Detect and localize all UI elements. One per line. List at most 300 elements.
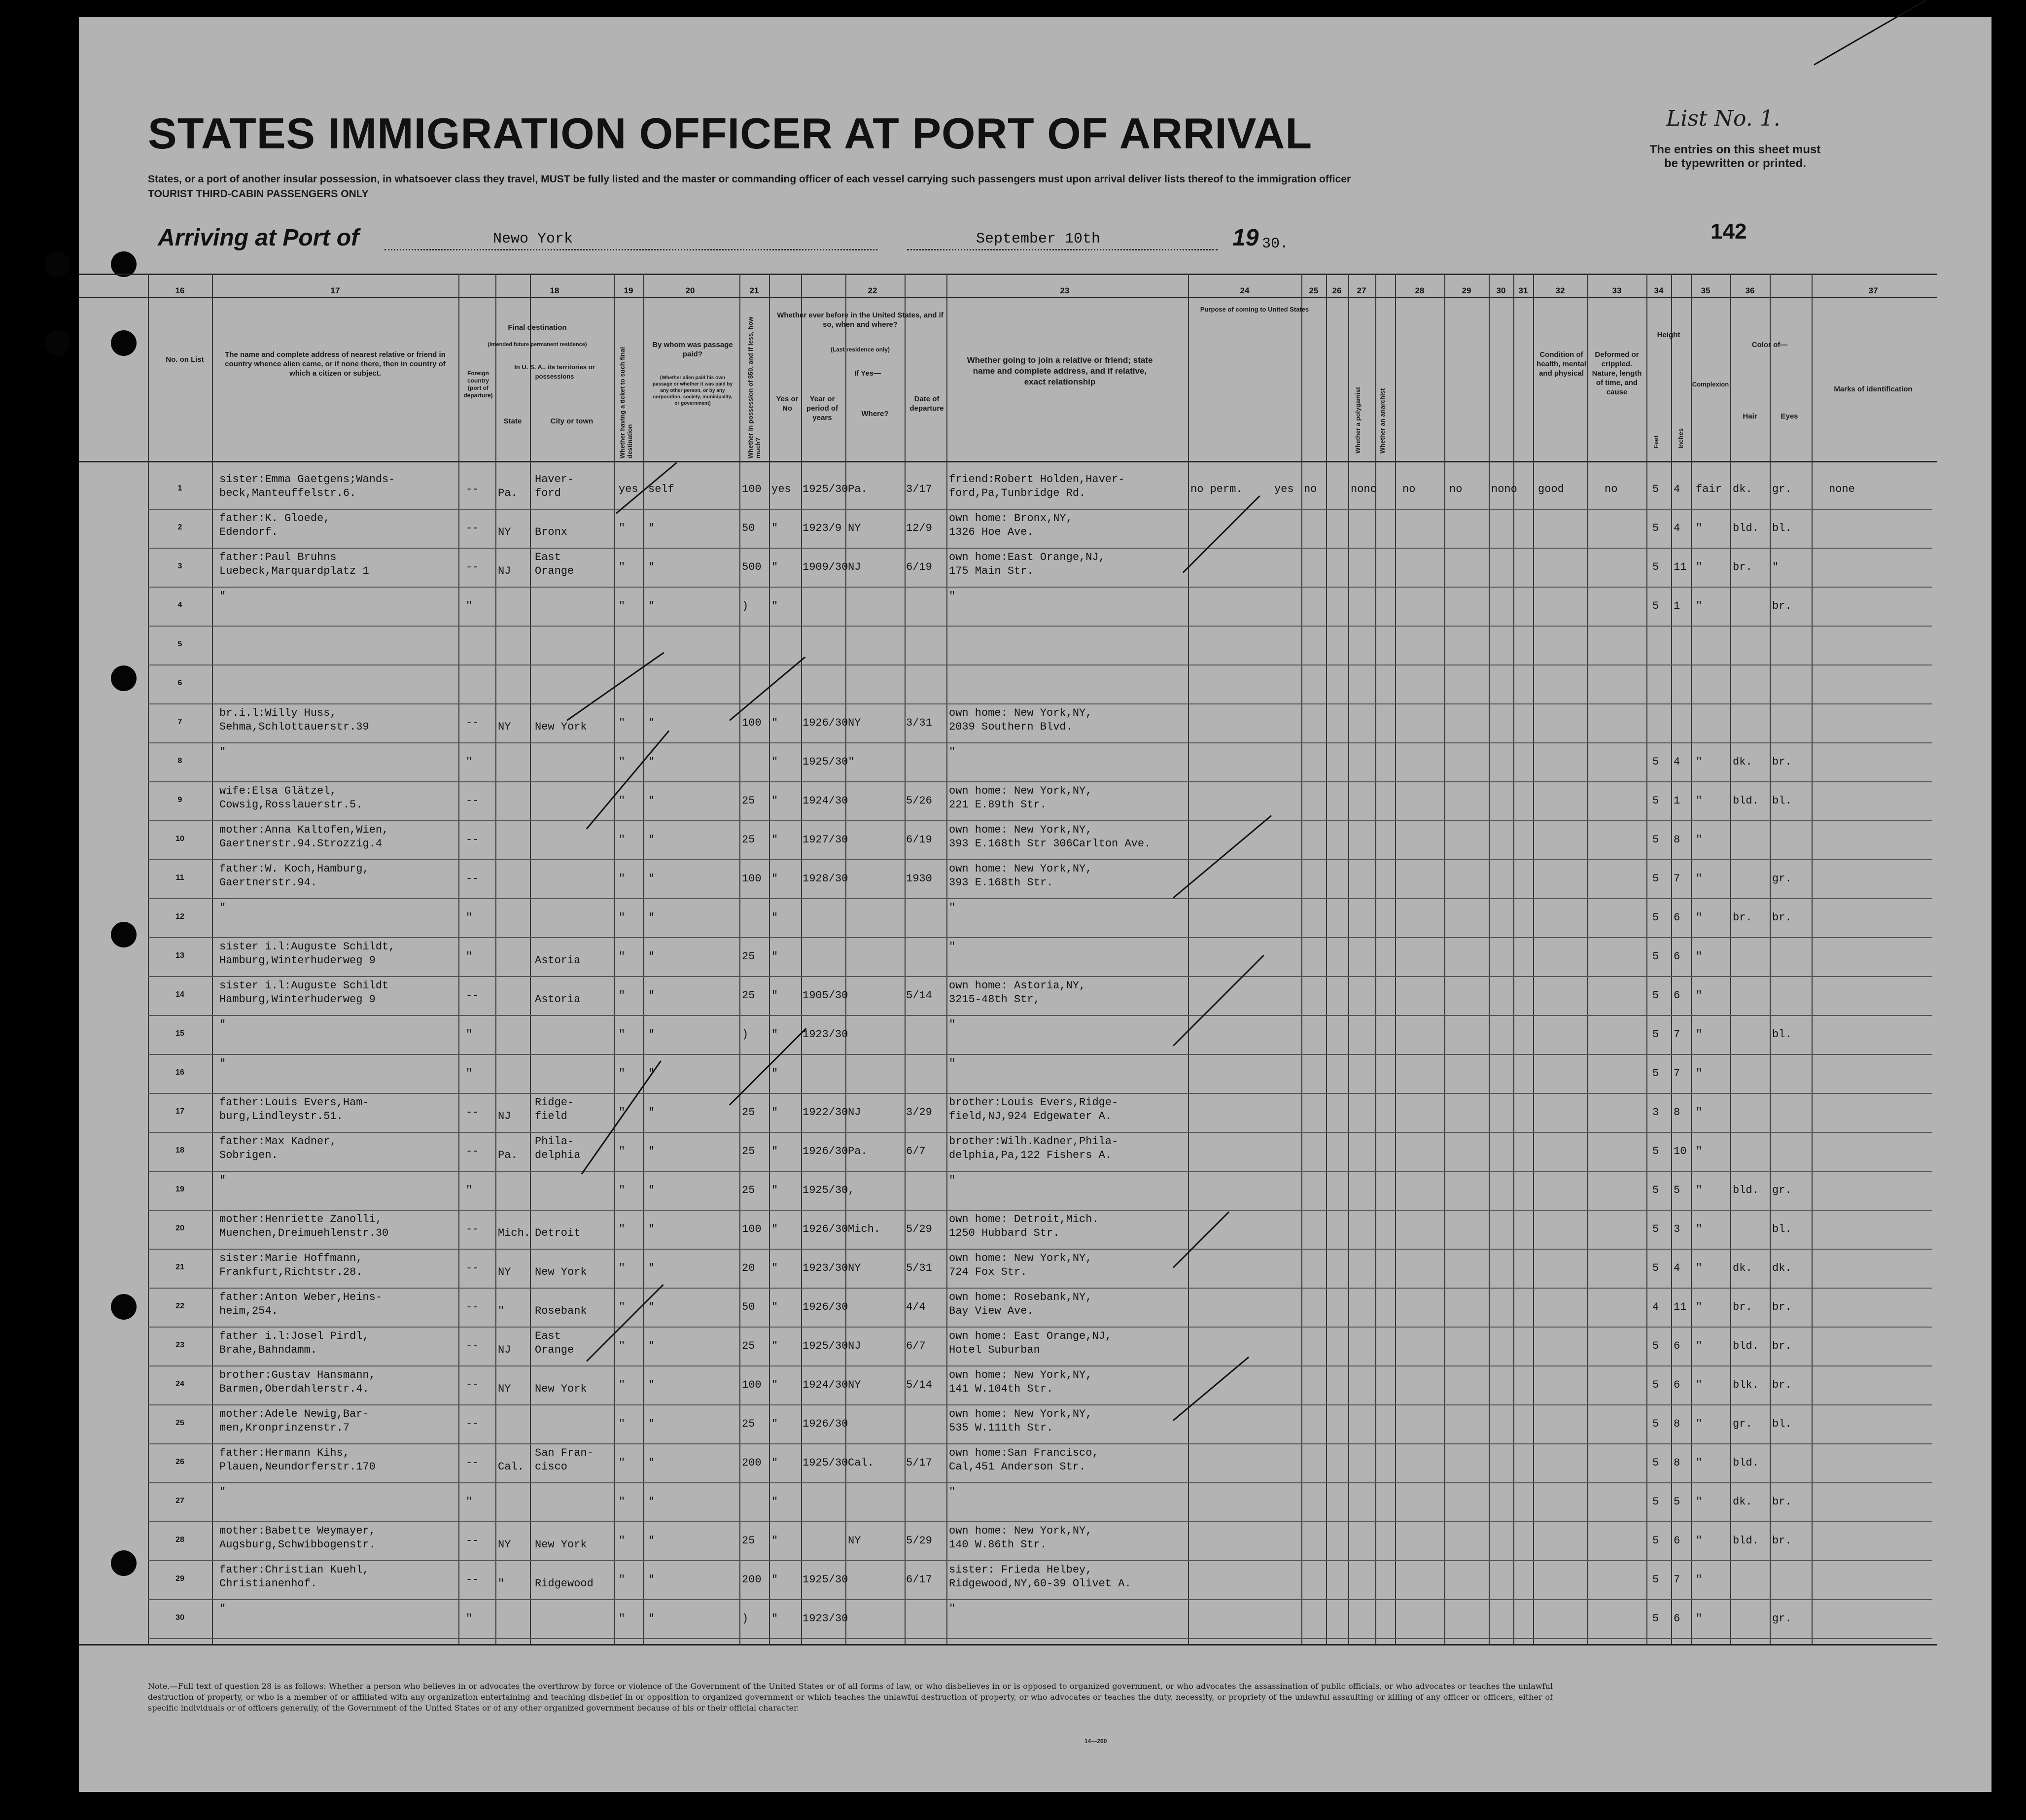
hdr-last-residence: (Last residence only) xyxy=(830,346,890,353)
cell-ft: 5 xyxy=(1652,522,1659,534)
cell-fc: -- xyxy=(466,1301,479,1313)
cell-yn: " xyxy=(771,1496,778,1508)
cell-money: 25 xyxy=(742,1535,755,1547)
row-rule xyxy=(148,587,1932,588)
row-rule xyxy=(148,1015,1932,1016)
cell-st: NJ xyxy=(498,1110,511,1122)
cell-yr: 1905/30 xyxy=(803,989,848,1002)
year-suffix: 30. xyxy=(1262,236,1289,252)
cell-money: 100 xyxy=(742,483,762,495)
cell-join1: own home: New York,NY, xyxy=(949,824,1092,836)
punch-hole xyxy=(111,330,137,356)
cell-in: 11 xyxy=(1674,561,1687,573)
cell-in: 7 xyxy=(1674,1574,1680,1586)
cell-money: 25 xyxy=(742,795,755,807)
cell-paid: " xyxy=(648,1106,655,1119)
cell-money: 25 xyxy=(742,989,755,1002)
cell-city2: Detroit xyxy=(535,1227,581,1239)
cell-yr: 1925/30 xyxy=(803,1457,848,1469)
cell-rel2: Brahe,Bahndamm. xyxy=(219,1344,317,1356)
cell-st: Mich. xyxy=(498,1227,531,1239)
row-rule xyxy=(148,898,1932,899)
cell-rel1: sister:Emma Gaetgens;Wands- xyxy=(219,473,395,486)
cell-paid: " xyxy=(648,950,655,963)
column-number: 29 xyxy=(1462,286,1471,295)
cell-ticket: " xyxy=(619,911,626,924)
page-title: STATES IMMIGRATION OFFICER AT PORT OF ARRIVAL xyxy=(148,109,1313,158)
cell-yr: 1923/9 xyxy=(803,522,842,534)
cell-yn: " xyxy=(771,911,778,924)
cell-rel2: Hamburg,Winterhuderweg 9 xyxy=(219,993,376,1006)
table-row xyxy=(0,746,1913,767)
footnote: Note.—Full text of question 28 is as follows: Whether a person who believes in or advocates the overthrow by force or violence of the Government of the United States or of all forms of law, or who disbelieves in or is opposed to organized government, or who advocates the assassination of public officials, or who advocates or teaches the unlawful destruction of property, or who is a member of or affiliated with any organization entertaining and teaching disbelief in or opposition to organized government or which teaches the unlawful destruction of property, or who advocates or teaches the duty, necessity, or propriety of the unlawful assaulting or killing of any officer or officers, either of specific individuals or of officers generally, of the Government of the United States or of any other organized government because of his or their official character. xyxy=(148,1681,1553,1713)
cell-compl: " xyxy=(1696,911,1703,924)
row-rule xyxy=(148,781,1932,782)
hdr-height: Height xyxy=(1657,331,1680,339)
cell-dep: 3/17 xyxy=(906,483,932,495)
cell-dep: 6/17 xyxy=(906,1574,932,1586)
cell-ft: 5 xyxy=(1652,1418,1659,1430)
cell-st: Cal. xyxy=(498,1461,524,1473)
cell-fc: " xyxy=(466,950,473,963)
row-rule xyxy=(148,1327,1932,1328)
cell-paid: " xyxy=(648,717,655,729)
cell-in: 8 xyxy=(1674,1106,1680,1119)
cell-city2: Orange xyxy=(535,565,574,577)
cell-paid: " xyxy=(648,561,655,573)
cell-yn: " xyxy=(771,1067,778,1080)
cell-paid: " xyxy=(648,1301,655,1313)
cell-eyes: gr. xyxy=(1772,873,1792,885)
row-number: 29 xyxy=(175,1575,184,1583)
cell-rel2: Augsburg,Schwibbogenstr. xyxy=(219,1539,376,1551)
column-number: 18 xyxy=(550,286,559,295)
cell-compl: " xyxy=(1696,1418,1703,1430)
cell-rel2: Gaertnerstr.94. xyxy=(219,876,317,889)
cell-deform: no xyxy=(1605,483,1618,495)
table-row xyxy=(0,1525,1913,1551)
cell-yr: 1926/30 xyxy=(803,1145,848,1157)
header-bottom-rule xyxy=(79,461,1937,462)
cell-compl: fair xyxy=(1696,483,1722,495)
cell-compl: " xyxy=(1696,600,1703,612)
cell-hair: blk. xyxy=(1733,1379,1759,1391)
cell-join1: own home: New York,NY, xyxy=(949,707,1092,719)
cell-join1: own home:East Orange,NJ, xyxy=(949,551,1105,563)
cell-city2: Astoria xyxy=(535,993,581,1006)
cell-eyes: br. xyxy=(1772,1379,1792,1391)
cell-ticket: " xyxy=(619,1379,626,1391)
hdr-final-destination: Final destination xyxy=(508,323,567,332)
table-row xyxy=(0,551,1913,577)
cell-dep: 5/31 xyxy=(906,1262,932,1274)
cell-rel2: Christianenhof. xyxy=(219,1577,317,1590)
row-number: 5 xyxy=(177,640,182,648)
table-bottom-rule xyxy=(79,1644,1937,1645)
cell-hair: dk. xyxy=(1733,1496,1752,1508)
cell-join2: 140 W.86th Str. xyxy=(949,1539,1047,1551)
cell-money: 25 xyxy=(742,1145,755,1157)
cell-where: NY xyxy=(848,522,861,534)
cell-rel1: father i.l:Josel Pirdl, xyxy=(219,1330,369,1342)
cell-ticket: " xyxy=(619,873,626,885)
cell-ticket: " xyxy=(619,1106,626,1119)
cell-paid: " xyxy=(648,1262,655,1274)
cell-ft: 5 xyxy=(1652,1457,1659,1469)
cell-in: 6 xyxy=(1674,911,1680,924)
cell-eyes: bl. xyxy=(1772,1028,1792,1041)
cell-ft: 5 xyxy=(1652,1184,1659,1196)
cell-paid: " xyxy=(648,1223,655,1235)
cell-compl: " xyxy=(1696,1379,1703,1391)
cell-yr: 1924/30 xyxy=(803,1379,848,1391)
cell-yr: 1926/30 xyxy=(803,717,848,729)
table-row xyxy=(0,668,1913,689)
cell-ticket: " xyxy=(619,717,626,729)
cell-ticket: " xyxy=(619,1340,626,1352)
cell-dep: 4/4 xyxy=(906,1301,926,1313)
cell-ticket: " xyxy=(619,950,626,963)
cell-paid: " xyxy=(648,834,655,846)
cell-money: 100 xyxy=(742,717,762,729)
cell-fc: " xyxy=(466,1184,473,1196)
row-rule xyxy=(148,1599,1932,1600)
cell-hair: bld. xyxy=(1733,795,1759,807)
table-row xyxy=(0,1252,1913,1278)
cell-paid: " xyxy=(648,989,655,1002)
cell-in: 10 xyxy=(1674,1145,1687,1157)
cell-eyes: br. xyxy=(1772,600,1792,612)
cell-st: NY xyxy=(498,1266,511,1278)
cell-where: NJ xyxy=(848,1340,861,1352)
cell-paid: " xyxy=(648,756,655,768)
cell-paid: " xyxy=(648,600,655,612)
cell-st: NJ xyxy=(498,565,511,577)
cell-in: 4 xyxy=(1674,522,1680,534)
cell-ft: 5 xyxy=(1652,1145,1659,1157)
row-number: 23 xyxy=(175,1341,184,1349)
cell-rel2: Frankfurt,Richtstr.28. xyxy=(219,1266,363,1278)
cell-rel1: " xyxy=(219,902,226,914)
cell-join1: friend:Robert Holden,Haver- xyxy=(949,473,1125,486)
cell-join1: own home: New York,NY, xyxy=(949,1408,1092,1420)
cell-paid: " xyxy=(648,1067,655,1080)
row-rule xyxy=(148,1404,1932,1405)
row-rule xyxy=(148,509,1932,510)
hdr-ticket: Whether having a ticket to such final destination xyxy=(619,347,633,458)
cell-rel2: Cowsig,Rosslauerstr.5. xyxy=(219,799,363,811)
cell-yr: 1923/30 xyxy=(803,1612,848,1625)
cell-in: 7 xyxy=(1674,1067,1680,1080)
row-number: 1 xyxy=(177,484,182,492)
row-rule xyxy=(148,1249,1932,1250)
cell-anar: nono xyxy=(1351,483,1377,495)
hdr-complexion: Complexion xyxy=(1692,381,1729,388)
column-number: 19 xyxy=(624,286,633,295)
cell-hair: dk. xyxy=(1733,756,1752,768)
cell-ticket: " xyxy=(619,1535,626,1547)
cell-rel1: " xyxy=(219,1018,226,1031)
cell-rel1: mother:Anna Kaltofen,Wien, xyxy=(219,824,389,836)
row-rule xyxy=(148,1210,1932,1211)
column-number: 23 xyxy=(1060,286,1070,295)
hdr-eyes: Eyes xyxy=(1781,412,1798,420)
cell-compl: " xyxy=(1696,1262,1703,1274)
cell-dep: 5/29 xyxy=(906,1223,932,1235)
cell-city1: East xyxy=(535,1330,561,1342)
column-number: 25 xyxy=(1309,286,1319,295)
cell-yn: " xyxy=(771,1457,778,1469)
row-number: 30 xyxy=(175,1613,184,1622)
cell-st: NY xyxy=(498,526,511,538)
cell-fc: " xyxy=(466,1496,473,1508)
cell-where: NY xyxy=(848,1379,861,1391)
cell-ticket: " xyxy=(619,1028,626,1041)
cell-rel1: sister i.l:Auguste Schildt, xyxy=(219,941,395,953)
hdr-year-period: Year or period of years xyxy=(806,395,838,422)
hdr-state: State xyxy=(503,417,522,425)
cell-ft: 3 xyxy=(1652,1106,1659,1119)
cell-ft: 5 xyxy=(1652,1574,1659,1586)
table-row xyxy=(0,1408,1913,1434)
table-row xyxy=(0,941,1913,967)
cell-ft: 5 xyxy=(1652,1496,1659,1508)
cell-poly: no xyxy=(1304,483,1317,495)
cell-money: 25 xyxy=(742,1340,755,1352)
cell-money: 100 xyxy=(742,1223,762,1235)
column-number: 28 xyxy=(1415,286,1425,295)
hdr-passage-paid-note: (Whether alien paid his own passage or whether it was paid by any other person, or by any corporation, society, municipality, or government) xyxy=(652,375,733,406)
cell-join2: Hotel Suburban xyxy=(949,1344,1040,1356)
column-number: 24 xyxy=(1240,286,1250,295)
cell-join1: " xyxy=(949,941,956,953)
cell-rel1: " xyxy=(219,1486,226,1498)
cell-marks: none xyxy=(1829,483,1855,495)
column-number: 33 xyxy=(1612,286,1622,295)
row-number: 25 xyxy=(175,1419,184,1427)
cell-rel1: father:Anton Weber,Heins- xyxy=(219,1291,383,1303)
table-row xyxy=(0,1291,1913,1317)
cell-compl: " xyxy=(1696,873,1703,885)
cell-eyes: bl. xyxy=(1772,795,1792,807)
cell-city2: cisco xyxy=(535,1461,568,1473)
cell-in: 11 xyxy=(1674,1301,1687,1313)
cell-eyes: bl. xyxy=(1772,1223,1792,1235)
cell-yn: " xyxy=(771,522,778,534)
year-prefix: 19 xyxy=(1232,225,1259,251)
cell-compl: " xyxy=(1696,1184,1703,1196)
cell-ft: 5 xyxy=(1652,873,1659,885)
column-number: 27 xyxy=(1357,286,1366,295)
cell-join2: 393 E.168th Str 306Carlton Ave. xyxy=(949,838,1151,850)
cell-ticket: " xyxy=(619,756,626,768)
cell-rel1: sister:Marie Hoffmann, xyxy=(219,1252,363,1264)
cell-join2: 221 E.89th Str. xyxy=(949,799,1047,811)
hdr-join-relative: Whether going to join a relative or friend; state name and complete address, and if relative, exact relationship xyxy=(967,355,1153,386)
row-rule xyxy=(148,742,1932,743)
cell-city2: ford xyxy=(535,487,561,499)
cell-dep: 1930 xyxy=(906,873,932,885)
cell-ft: 5 xyxy=(1652,1067,1659,1080)
cell-compl: " xyxy=(1696,1301,1703,1313)
cell-ft: 5 xyxy=(1652,1028,1659,1041)
table-row xyxy=(0,473,1913,499)
cell-compl: " xyxy=(1696,1106,1703,1119)
row-rule xyxy=(148,859,1932,860)
cell-city2: New York xyxy=(535,1383,587,1395)
cell-join2: 393 E.168th Str. xyxy=(949,876,1053,889)
hdr-final-destination-note: (Intended future permanent residence) xyxy=(488,342,587,348)
row-rule xyxy=(148,1560,1932,1561)
row-number: 2 xyxy=(177,523,182,531)
column-number: 37 xyxy=(1868,286,1878,295)
hdr-if-yes: If Yes— xyxy=(854,369,881,378)
cell-join1: sister: Frieda Helbey, xyxy=(949,1564,1092,1576)
cell-yn: " xyxy=(771,1223,778,1235)
cell-rel2: Edendorf. xyxy=(219,526,278,538)
cell-in: 3 xyxy=(1674,1223,1680,1235)
row-number: 19 xyxy=(175,1185,184,1193)
cell-join2: 724 Fox Str. xyxy=(949,1266,1027,1278)
hdr-in-usa: In U. S. A., its territories or possessions xyxy=(514,363,595,380)
date-underline xyxy=(907,249,1218,250)
row-rule xyxy=(148,820,1932,821)
column-number: 20 xyxy=(685,286,695,295)
cell-join1: " xyxy=(949,1486,956,1498)
cell-money: 100 xyxy=(742,1379,762,1391)
cell-fc: -- xyxy=(466,989,479,1002)
cell-rel1: father:W. Koch,Hamburg, xyxy=(219,863,369,875)
cell-hair: dk. xyxy=(1733,1262,1752,1274)
cell-city2: field xyxy=(535,1110,568,1122)
cell-yr: 1926/30 xyxy=(803,1418,848,1430)
cell-compl: " xyxy=(1696,1340,1703,1352)
list-number: List No. 1. xyxy=(1666,106,1781,131)
cell-yr: 1926/30 xyxy=(803,1301,848,1313)
cell-rel1: sister i.l:Auguste Schildt xyxy=(219,980,389,992)
cell-fc: " xyxy=(466,1028,473,1041)
table-row xyxy=(0,980,1913,1006)
cell-dep: 5/26 xyxy=(906,795,932,807)
cell-purpose: no perm. xyxy=(1190,483,1243,495)
cell-ft: 5 xyxy=(1652,600,1659,612)
hdr-color-of: Color of— xyxy=(1751,341,1788,349)
cell-where: NY xyxy=(848,1262,861,1274)
cell-st: NY xyxy=(498,1539,511,1551)
cell-city2: Bronx xyxy=(535,526,568,538)
cell-ticket: " xyxy=(619,1574,626,1586)
cell-where: Cal. xyxy=(848,1457,874,1469)
cell-money: 200 xyxy=(742,1574,762,1586)
cell-rel2: men,Kronprinzenstr.7 xyxy=(219,1422,350,1434)
cell-yr: 1926/30 xyxy=(803,1223,848,1235)
row-rule xyxy=(148,1054,1932,1055)
cell-eyes: br. xyxy=(1772,1496,1792,1508)
cell-fc: -- xyxy=(466,483,479,495)
row-rule xyxy=(148,1638,1932,1639)
cell-rel1: " xyxy=(219,1174,226,1187)
column-number: 36 xyxy=(1745,286,1755,295)
cell-hair: gr. xyxy=(1733,1418,1752,1430)
cell-fc: -- xyxy=(466,873,479,885)
cell-city1: East xyxy=(535,551,561,563)
cell-eyes: bl. xyxy=(1772,522,1792,534)
column-number: 21 xyxy=(749,286,759,295)
column-number: 35 xyxy=(1701,286,1711,295)
cell-yn: " xyxy=(771,600,778,612)
cell-join2: ford,Pa,Tunbridge Rd. xyxy=(949,487,1086,499)
row-number: 9 xyxy=(177,796,182,804)
row-number: 14 xyxy=(175,990,184,999)
cell-compl: " xyxy=(1696,1612,1703,1625)
header-tourist-note: TOURIST THIRD-CABIN PASSENGERS ONLY xyxy=(148,188,369,200)
cell-fc: " xyxy=(466,911,473,924)
cell-hair: br. xyxy=(1733,911,1752,924)
cell-rel1: " xyxy=(219,746,226,758)
cell-eyes: br. xyxy=(1772,756,1792,768)
cell-compl: " xyxy=(1696,1028,1703,1041)
cell-join1: own home: Rosebank,NY, xyxy=(949,1291,1092,1303)
cell-dep: 5/14 xyxy=(906,989,932,1002)
cell-yr: 1925/30, xyxy=(803,1184,855,1196)
cell-city1: Ridge- xyxy=(535,1096,574,1109)
cell-yn: " xyxy=(771,989,778,1002)
cell-ticket: " xyxy=(619,1262,626,1274)
cell-in: 6 xyxy=(1674,1340,1680,1352)
cell-yn: " xyxy=(771,834,778,846)
row-rule xyxy=(148,1443,1932,1444)
row-rule xyxy=(148,937,1932,938)
cell-yr: 1909/30 xyxy=(803,561,848,573)
table-row xyxy=(0,1018,1913,1039)
cell-in: 8 xyxy=(1674,834,1680,846)
cell-fc: -- xyxy=(466,1379,479,1391)
cell-join2: 1326 Hoe Ave. xyxy=(949,526,1034,538)
cell-money: 200 xyxy=(742,1457,762,1469)
table-row xyxy=(0,785,1913,811)
cell-yr: 1923/30 xyxy=(803,1262,848,1274)
cell-yn: " xyxy=(771,795,778,807)
cell-join1: " xyxy=(949,1603,956,1615)
cell-join2: 3215-48th Str, xyxy=(949,993,1040,1006)
cell-fc: -- xyxy=(466,1535,479,1547)
cell-rel1: " xyxy=(219,590,226,602)
row-rule xyxy=(148,626,1932,627)
cell-dep: 6/19 xyxy=(906,561,932,573)
cell-join1: brother:Louis Evers,Ridge- xyxy=(949,1096,1118,1109)
row-rule xyxy=(148,1288,1932,1289)
hdr-inches: Inches xyxy=(1677,428,1684,449)
cell-yr: 1924/30 xyxy=(803,795,848,807)
cell-yr: 1923/30 xyxy=(803,1028,848,1041)
column-number: 32 xyxy=(1555,286,1565,295)
cell-eyes: " xyxy=(1772,561,1779,573)
cell-st: Pa. xyxy=(498,1149,518,1161)
cell-compl: " xyxy=(1696,1457,1703,1469)
cell-join2: Ridgewood,NY,60-39 Olivet A. xyxy=(949,1577,1131,1590)
cell-join2: Bay View Ave. xyxy=(949,1305,1034,1317)
cell-st: " xyxy=(498,1577,505,1590)
cell-in: 5 xyxy=(1674,1184,1680,1196)
cell-money: 20 xyxy=(742,1262,755,1274)
column-number: 16 xyxy=(175,286,185,295)
cell-paid: " xyxy=(648,1496,655,1508)
cell-dep: 6/19 xyxy=(906,834,932,846)
cell-compl: " xyxy=(1696,950,1703,963)
cell-city1: San Fran- xyxy=(535,1447,594,1459)
cell-ticket: " xyxy=(619,1496,626,1508)
table-row xyxy=(0,590,1913,611)
